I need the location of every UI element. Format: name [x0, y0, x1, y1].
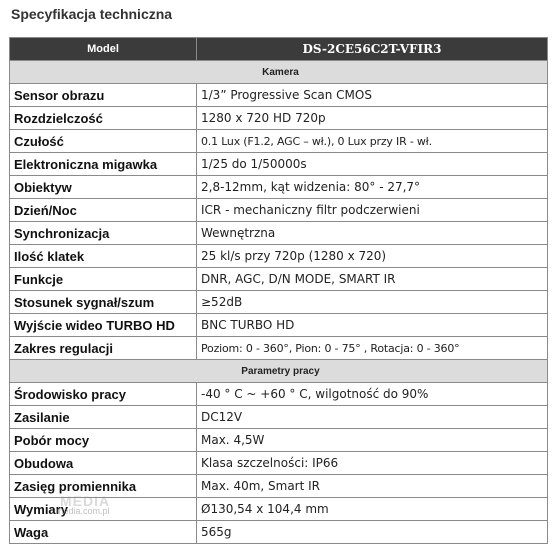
section-header-parametry — [10, 360, 548, 383]
table-row — [10, 107, 548, 130]
table-row — [10, 406, 548, 429]
section-header-kamera — [10, 61, 548, 84]
spec-value: 1/3” Progressive Scan CMOS — [197, 84, 548, 107]
spec-value: 1280 x 720 HD 720p — [197, 107, 548, 130]
table-row — [10, 268, 548, 291]
model-value: DS-2CE56C2T-VFIR3 — [197, 38, 548, 61]
table-row — [10, 475, 548, 498]
spec-value: BNC TURBO HD — [197, 314, 548, 337]
spec-key: Waga — [10, 521, 197, 544]
spec-key: Pobór mocy — [10, 429, 197, 452]
watermark-logo: MEDIA — [60, 493, 111, 509]
table-row — [10, 521, 548, 544]
spec-key: Wymiary — [10, 498, 197, 521]
spec-key: Zakres regulacji — [10, 337, 197, 360]
spec-value: 1/25 do 1/50000s — [197, 153, 548, 176]
table-row — [10, 245, 548, 268]
table-row — [10, 452, 548, 475]
spec-value: DNR, AGC, D/N MODE, SMART IR — [197, 268, 548, 291]
spec-table — [9, 37, 548, 544]
spec-value: ≥52dB — [197, 291, 548, 314]
table-row — [10, 291, 548, 314]
spec-value: Max. 40m, Smart IR — [197, 475, 548, 498]
spec-value: Max. 4,5W — [197, 429, 548, 452]
spec-value: 0.1 Lux (F1.2, AGC – wł.), 0 Lux przy IR - wł. — [197, 130, 548, 153]
spec-value: 25 kl/s przy 720p (1280 x 720) — [197, 245, 548, 268]
table-row — [10, 130, 548, 153]
table-row — [10, 498, 548, 521]
section-title: Kamera — [10, 61, 548, 84]
spec-key: Zasilanie — [10, 406, 197, 429]
section-title: Parametry pracy — [10, 360, 548, 383]
table-row — [10, 153, 548, 176]
spec-value: 565g — [197, 521, 548, 544]
watermark-url: media.com.pl — [56, 506, 110, 516]
table-row — [10, 314, 548, 337]
spec-key: Czułość — [10, 130, 197, 153]
spec-key: Sensor obrazu — [10, 84, 197, 107]
spec-value: Ø130,54 x 104,4 mm — [197, 498, 548, 521]
spec-key: Wyjście wideo TURBO HD — [10, 314, 197, 337]
spec-key: Funkcje — [10, 268, 197, 291]
spec-value: Wewnętrzna — [197, 222, 548, 245]
table-row — [10, 383, 548, 406]
table-row — [10, 222, 548, 245]
table-row — [10, 429, 548, 452]
spec-value: Poziom: 0 - 360°, Pion: 0 - 75° , Rotacja: 0 - 360° — [197, 337, 548, 360]
spec-key: Obiektyw — [10, 176, 197, 199]
table-row — [10, 199, 548, 222]
spec-key: Synchronizacja — [10, 222, 197, 245]
spec-key: Stosunek sygnał/szum — [10, 291, 197, 314]
spec-value: -40 ° C ~ +60 ° C, wilgotność do 90% — [197, 383, 548, 406]
spec-key: Zasięg promiennika — [10, 475, 197, 498]
page-title: Specyfikacja techniczna — [11, 6, 173, 22]
table-row — [10, 176, 548, 199]
spec-value: Klasa szczelności: IP66 — [197, 452, 548, 475]
spec-key: Elektroniczna migawka — [10, 153, 197, 176]
spec-value: DC12V — [197, 406, 548, 429]
spec-key: Dzień/Noc — [10, 199, 197, 222]
spec-value: ICR - mechaniczny filtr podczerwieni — [197, 199, 548, 222]
model-row — [10, 38, 548, 61]
spec-key: Obudowa — [10, 452, 197, 475]
model-label: Model — [10, 38, 197, 61]
spec-value: 2,8-12mm, kąt widzenia: 80° - 27,7° — [197, 176, 548, 199]
spec-key: Środowisko pracy — [10, 383, 197, 406]
table-row — [10, 84, 548, 107]
table-row — [10, 337, 548, 360]
spec-key: Rozdzielczość — [10, 107, 197, 130]
spec-key: Ilość klatek — [10, 245, 197, 268]
